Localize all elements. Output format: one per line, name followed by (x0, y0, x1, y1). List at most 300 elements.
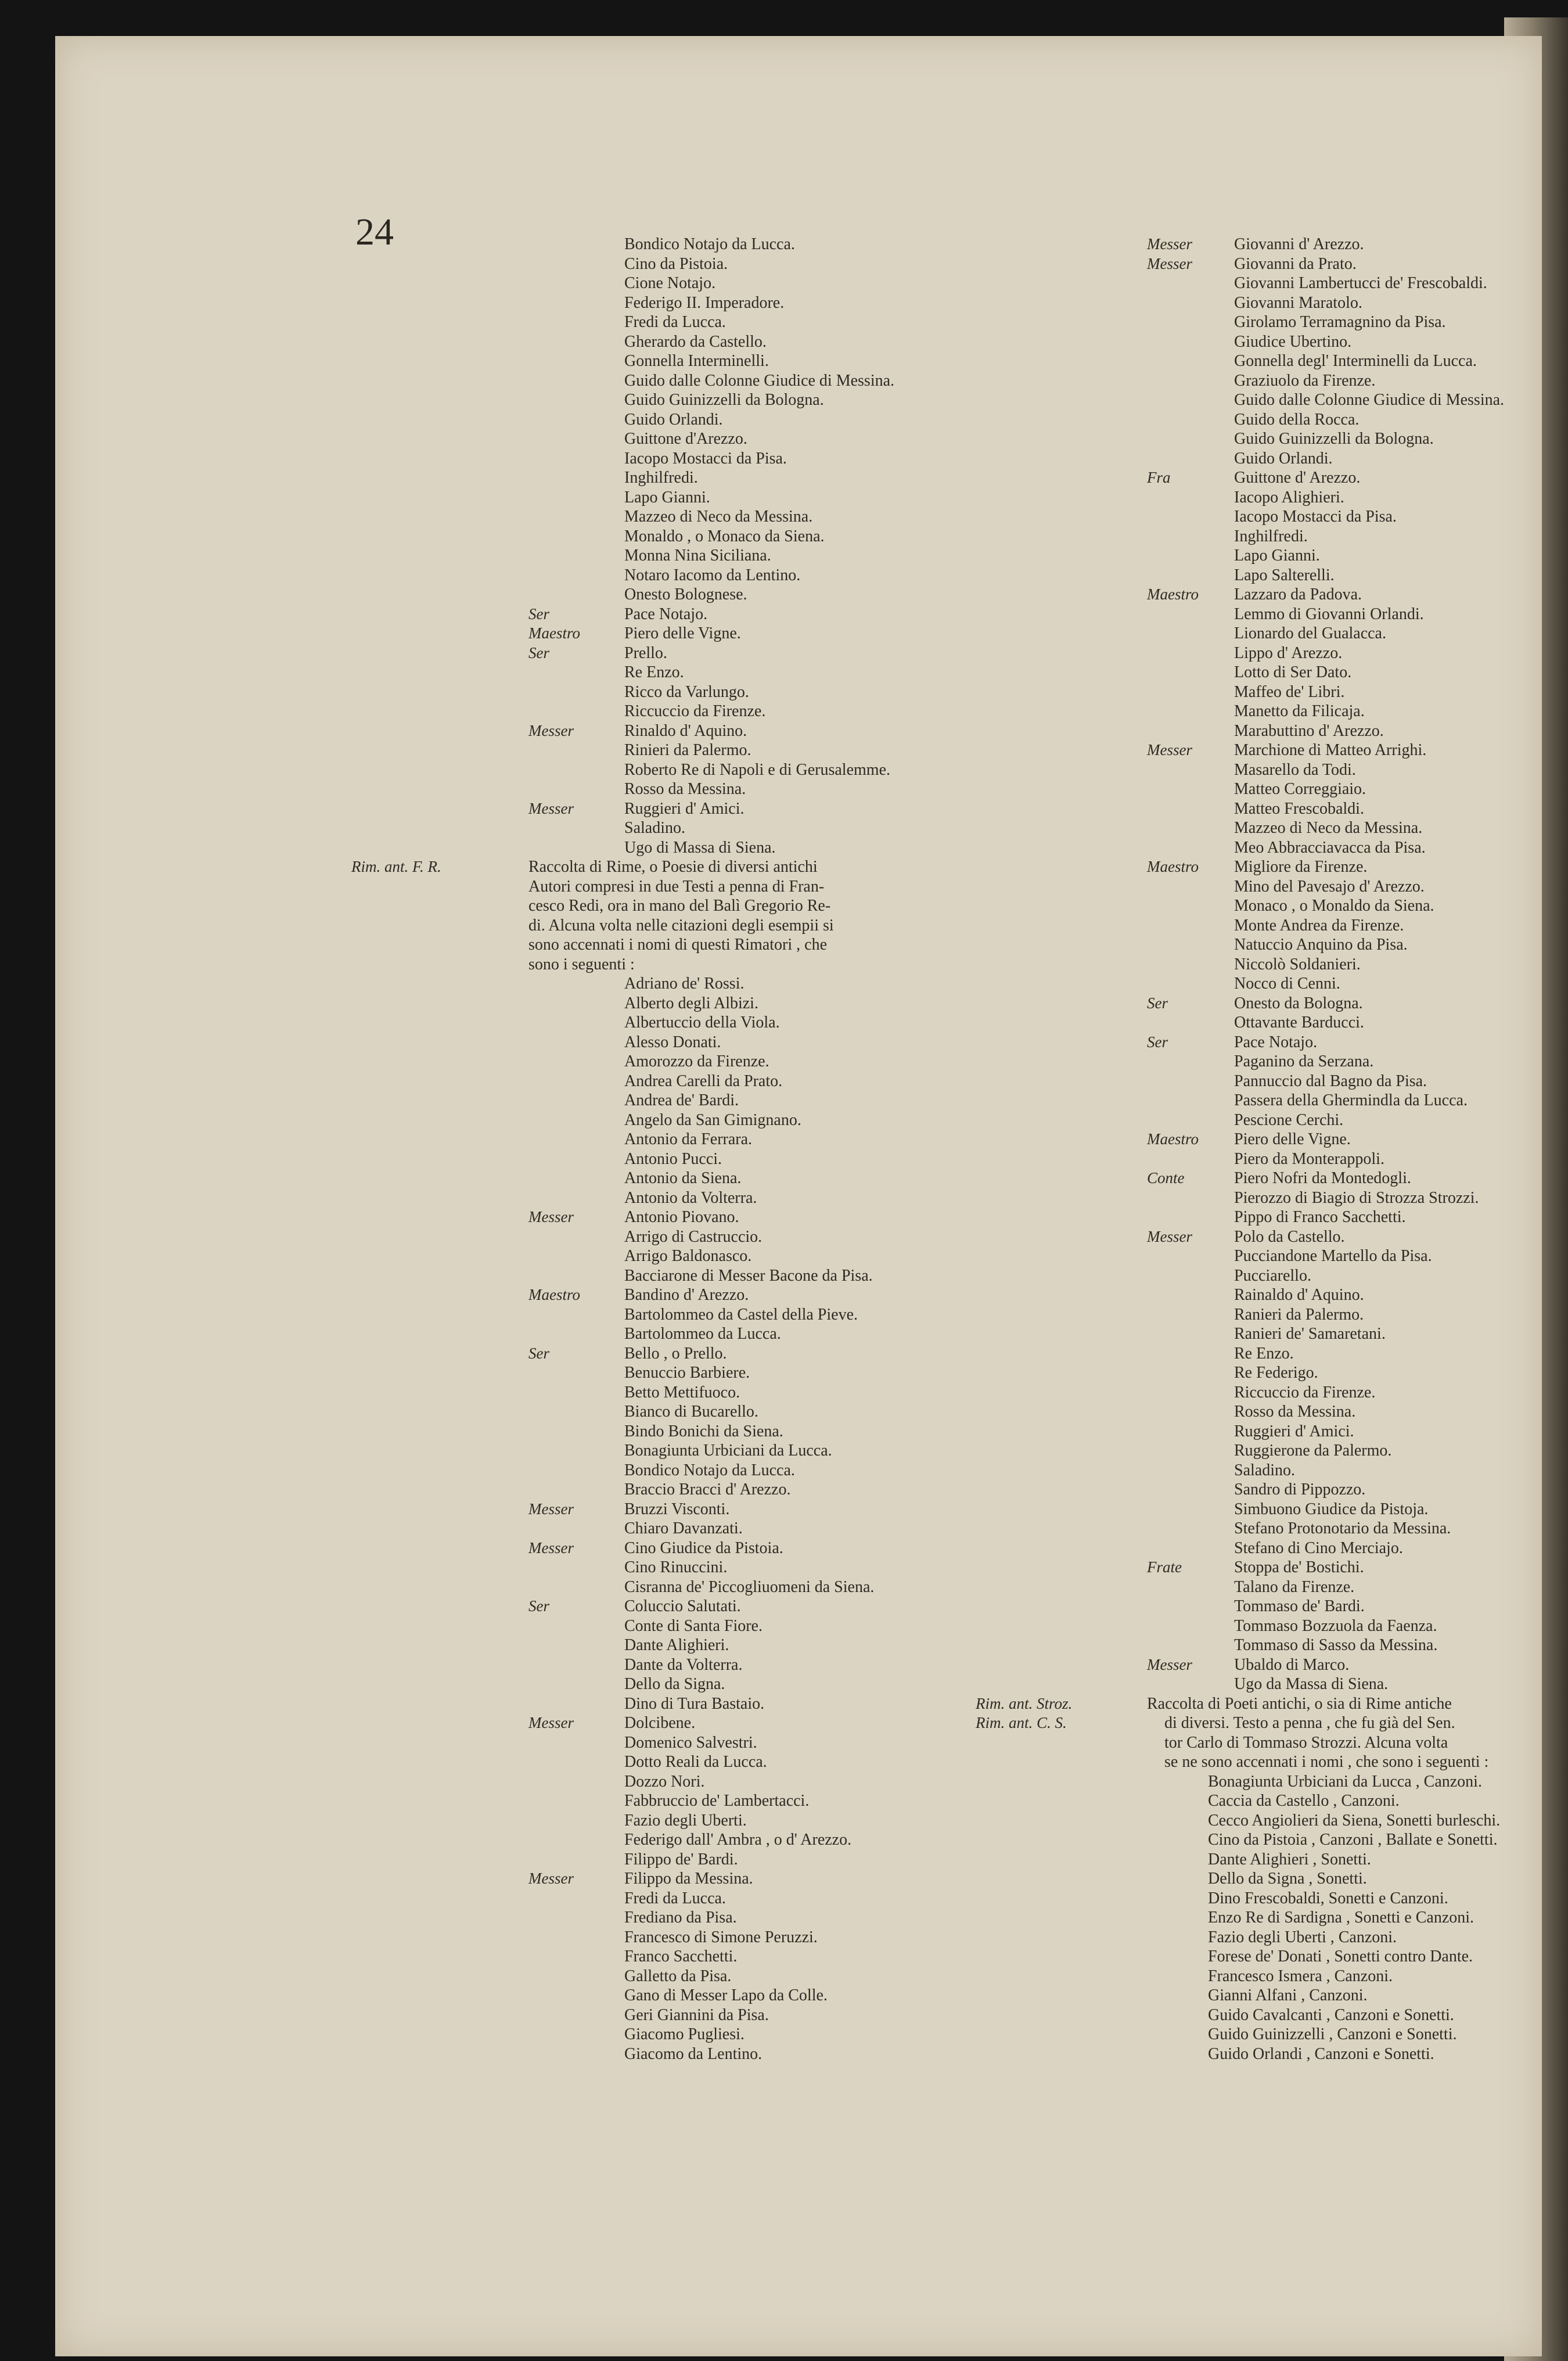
entry-line (1141, 1441, 1513, 1461)
entry-line (1141, 1733, 1513, 1753)
entry-line (1141, 1986, 1513, 2006)
entry-line (1141, 1772, 1513, 1792)
poet-name: Monaldo , o Monaco da Siena. (624, 527, 825, 545)
title-prefix: Messer (1147, 235, 1192, 253)
entry-line (514, 1402, 973, 1422)
poet-name: Iacopo Mostacci da Pisa. (624, 449, 787, 468)
poet-name: Lippo d' Arezzo. (1234, 644, 1343, 662)
entry-line (514, 1188, 973, 1208)
poet-name: Federigo dall' Ambra , o d' Arezzo. (624, 1831, 852, 1849)
entry-line (1141, 429, 1513, 449)
poet-name: Saladino. (1234, 1461, 1295, 1479)
entry-line (1141, 760, 1513, 780)
entry-line (514, 1694, 973, 1714)
poet-name: Ottavante Barducci. (1234, 1014, 1364, 1032)
poet-name: Dozzo Nori. (624, 1772, 705, 1791)
poet-name: Gonnella degl' Interminelli da Lucca. (1234, 352, 1477, 370)
entry-line (514, 1285, 973, 1305)
entry-line (514, 1636, 973, 1655)
entry-line (514, 1305, 973, 1325)
entry-line (514, 1091, 973, 1111)
title-prefix: Messer (1147, 1227, 1192, 1245)
entry-line (1141, 1889, 1513, 1909)
entry-line (514, 721, 973, 741)
poet-name: Pucciandone Martello da Pisa. (1234, 1247, 1432, 1265)
poet-name: Guido Cavalcanti , Canzoni e Sonetti. (1208, 2006, 1454, 2024)
poet-name: Bindo Bonichi da Siena. (624, 1422, 783, 1440)
poet-name: Natuccio Anquino da Pisa. (1234, 936, 1408, 954)
entry-line (1141, 877, 1513, 897)
entry-line (514, 1052, 973, 1072)
poet-name: Antonio da Volterra. (624, 1188, 757, 1207)
poet-name: Polo da Castello. (1234, 1227, 1345, 1246)
poet-name: Niccolò Soldanieri. (1234, 955, 1361, 973)
poet-name: Ubaldo di Marco. (1234, 1655, 1350, 1674)
entry-line (1141, 1967, 1513, 1986)
poet-name: Pescione Cerchi. (1234, 1111, 1344, 1129)
entry-line (1141, 1402, 1513, 1422)
entry-line (514, 293, 973, 313)
poet-name: Fazio degli Uberti. (624, 1811, 747, 1830)
poet-name: Gherardo da Castello. (624, 332, 767, 351)
entry-line (514, 2025, 973, 2044)
paragraph-text: Raccolta di Rime, o Poesie di diversi antichi (528, 858, 818, 876)
poet-name: Giovanni Maratolo. (1234, 293, 1362, 312)
poet-name: Domenico Salvestri. (624, 1733, 757, 1752)
entry-line (1141, 955, 1513, 975)
entry-line (514, 1363, 973, 1383)
poet-name: Tommaso de' Bardi. (1234, 1597, 1365, 1615)
poet-name: Giacomo da Lentino. (624, 2044, 763, 2063)
paragraph-text: sono accennati i nomi di questi Rimatori , che (528, 936, 827, 954)
entry-line (1141, 235, 1513, 254)
entry-line (514, 235, 973, 254)
entry-line (1141, 1305, 1513, 1325)
poet-name: Stefano Protonotario da Messina. (1234, 1519, 1451, 1537)
poet-name: Antonio da Ferrara. (624, 1130, 753, 1148)
entry-line (514, 896, 973, 916)
poet-name: Re Enzo. (624, 663, 684, 681)
title-prefix: Maestro (528, 624, 580, 642)
entry-line (1141, 624, 1513, 644)
entry-line (514, 1889, 973, 1909)
poet-name: Ranieri da Palermo. (1234, 1305, 1364, 1324)
poet-name: Rainaldo d' Aquino. (1234, 1286, 1364, 1304)
poet-name: Chiaro Davanzati. (624, 1519, 743, 1537)
poet-name: Maffeo de' Libri. (1234, 682, 1345, 701)
entry-line (514, 1752, 973, 1772)
poet-name: Dante Alighieri. (624, 1636, 729, 1654)
entry-line (1141, 1422, 1513, 1442)
entry-line (1141, 1091, 1513, 1111)
poet-name: Bartolommeo da Castel della Pieve. (624, 1305, 858, 1324)
title-prefix: Messer (528, 1500, 574, 1518)
poet-name: Dino Frescobaldi, Sonetti e Canzoni. (1208, 1889, 1448, 1907)
entry-line (514, 877, 973, 897)
poet-name: Ruggieri d' Amici. (1234, 1422, 1354, 1440)
poet-name: Lemmo di Giovanni Orlandi. (1234, 605, 1424, 623)
entry-line (514, 605, 973, 624)
poet-name: Francesco di Simone Peruzzi. (624, 1928, 818, 1946)
entry-line (1141, 1227, 1513, 1247)
poet-name: Rinaldo d' Aquino. (624, 721, 747, 740)
title-prefix: Maestro (1147, 1130, 1199, 1148)
poet-name: Frediano da Pisa. (624, 1909, 737, 1927)
title-prefix: Fra (1147, 469, 1171, 486)
entry-line (1141, 605, 1513, 624)
title-prefix: Messer (528, 1870, 574, 1887)
paragraph-text: Raccolta di Poeti antichi, o sia di Rime antiche (1147, 1694, 1452, 1713)
entry-line (1141, 838, 1513, 858)
poet-name: Onesto Bolognese. (624, 585, 747, 603)
poet-name: Guido Guinizzelli , Canzoni e Sonetti. (1208, 2025, 1457, 2043)
entry-line (1141, 1850, 1513, 1870)
poet-name: Iacopo Alighieri. (1234, 488, 1344, 506)
entry-line (514, 312, 973, 332)
entry-line (1141, 1558, 1513, 1577)
entry-line (1141, 1752, 1513, 1772)
entry-line (514, 1539, 973, 1558)
entry-line (514, 1811, 973, 1831)
entry-line (514, 741, 973, 760)
source-abbreviation: Rim. ant. Stroz. (976, 1694, 1073, 1712)
poet-name: Antonio Pucci. (624, 1149, 722, 1168)
entry-line (1141, 799, 1513, 819)
poet-name: Pannuccio dal Bagno da Pisa. (1234, 1072, 1427, 1090)
poet-name: Manetto da Filicaja. (1234, 702, 1365, 720)
paragraph-text: Autori compresi in due Testi a penna di Fran- (528, 877, 825, 896)
poet-name: Fredi da Lucca. (624, 313, 726, 331)
entry-line (514, 1869, 973, 1889)
entry-line (514, 1246, 973, 1266)
entry-line (514, 429, 973, 449)
title-prefix: Messer (1147, 1655, 1192, 1673)
entry-line (1141, 721, 1513, 741)
entry-line (514, 1772, 973, 1792)
poet-name: Rinieri da Palermo. (624, 741, 751, 759)
title-prefix: Ser (1147, 994, 1168, 1012)
entry-line (514, 1967, 973, 1986)
title-prefix: Maestro (1147, 858, 1199, 875)
title-prefix: Messer (528, 1539, 574, 1557)
paragraph-text: sono i seguenti : (528, 955, 635, 973)
poet-name: Monaco , o Monaldo da Siena. (1234, 897, 1434, 915)
entry-line (1141, 1149, 1513, 1169)
entry-line (1141, 527, 1513, 547)
poet-name: Bonagiunta Urbiciani da Lucca , Canzoni. (1208, 1772, 1482, 1791)
entry-line (514, 1072, 973, 1091)
entry-line (514, 838, 973, 858)
poet-name: Ricco da Varlungo. (624, 682, 749, 701)
entry-line (514, 1986, 973, 2006)
entry-line (514, 1500, 973, 1519)
entry-line (1141, 1908, 1513, 1928)
poet-name: Angelo da San Gimignano. (624, 1111, 801, 1129)
entry-line (514, 1344, 973, 1364)
entry-line (1141, 2044, 1513, 2064)
poet-name: Nocco di Cenni. (1234, 975, 1340, 993)
poet-name: Dante Alighieri , Sonetti. (1208, 1850, 1371, 1868)
poet-name: Piero da Monterappoli. (1234, 1149, 1384, 1168)
title-prefix: Ser (528, 605, 549, 623)
entry-line (514, 1033, 973, 1052)
entry-line (1141, 644, 1513, 663)
poet-name: Lazzaro da Padova. (1234, 585, 1362, 603)
entry-line (514, 1111, 973, 1130)
poet-name: Tommaso Bozzuola da Faenza. (1234, 1616, 1437, 1635)
entry-line (1141, 1791, 1513, 1811)
poet-name: Pucciarello. (1234, 1266, 1311, 1285)
entry-line (1141, 916, 1513, 936)
entry-line (514, 449, 973, 469)
poet-name: Guido dalle Colonne Giudice di Messina. (1234, 391, 1505, 409)
entry-line (1141, 741, 1513, 760)
poet-name: Guido dalle Colonne Giudice di Messina. (624, 371, 895, 390)
poet-name: Bartolommeo da Lucca. (624, 1325, 781, 1343)
poet-name: Rosso da Messina. (1234, 1403, 1356, 1421)
poet-name: Passera della Ghermindla da Lucca. (1234, 1091, 1468, 1109)
poet-name: Filippo da Messina. (624, 1870, 753, 1888)
entry-line (1141, 410, 1513, 430)
entry-line (1141, 818, 1513, 838)
entry-line (514, 1830, 973, 1850)
poet-name: Giovanni d' Arezzo. (1234, 235, 1364, 253)
poet-name: Arrigo di Castruccio. (624, 1227, 763, 1246)
entry-line (514, 488, 973, 508)
entry-line (514, 1169, 973, 1188)
poet-name: Iacopo Mostacci da Pisa. (1234, 508, 1397, 526)
title-prefix: Messer (528, 1714, 574, 1731)
poet-name: Fazio degli Uberti , Canzoni. (1208, 1928, 1397, 1946)
poet-name: Pace Notajo. (1234, 1033, 1318, 1051)
poet-name: Galletto da Pisa. (624, 1967, 732, 1985)
entry-line (514, 1908, 973, 1928)
entry-line (1141, 663, 1513, 682)
poet-name: Pierozzo di Biagio di Strozza Strozzi. (1234, 1188, 1479, 1207)
entry-line (514, 644, 973, 663)
poet-name: Bruzzi Visconti. (624, 1500, 730, 1518)
entry-line (1141, 1188, 1513, 1208)
poet-name: Re Federigo. (1234, 1364, 1318, 1382)
poet-name: Graziuolo da Firenze. (1234, 371, 1376, 390)
poet-name: Cino da Pistoia. (624, 254, 728, 273)
entry-line (1141, 1208, 1513, 1227)
poet-name: Paganino da Serzana. (1234, 1052, 1374, 1070)
poet-name: Piero delle Vigne. (624, 624, 741, 642)
entry-line (514, 1208, 973, 1227)
poet-name: Pace Notajo. (624, 605, 708, 623)
title-prefix: Messer (1147, 254, 1192, 272)
entry-line (514, 799, 973, 819)
paragraph-text: cesco Redi, ora in mano del Balì Gregorio Re- (528, 897, 831, 915)
poet-name: Tommaso di Sasso da Messina. (1234, 1636, 1438, 1654)
poet-name: Betto Mettifuoco. (624, 1383, 740, 1401)
poet-name: Lapo Gianni. (1234, 547, 1320, 565)
poet-name: Cino Giudice da Pistoia. (624, 1539, 783, 1557)
entry-line (514, 566, 973, 585)
entry-line (1141, 1266, 1513, 1286)
entry-line (514, 546, 973, 566)
entry-line (514, 916, 973, 936)
paragraph-text: se ne sono accennati i nomi , che sono i seguenti : (1164, 1753, 1489, 1771)
entry-line (1141, 1285, 1513, 1305)
title-prefix: Conte (1147, 1169, 1185, 1187)
entry-line (514, 1577, 973, 1597)
poet-name: Dello da Signa , Sonetti. (1208, 1870, 1367, 1888)
poet-name: Guido Guinizzelli da Bologna. (1234, 430, 1434, 448)
poet-name: Guido della Rocca. (1234, 410, 1360, 429)
poet-name: Benuccio Barbiere. (624, 1364, 750, 1382)
entry-line (514, 760, 973, 780)
entry-line (514, 974, 973, 994)
entry-line (1141, 779, 1513, 799)
entry-line (1141, 1655, 1513, 1675)
poet-name: Fabbruccio de' Lambertacci. (624, 1792, 810, 1810)
title-prefix: Messer (528, 799, 574, 817)
poet-name: Conte di Santa Fiore. (624, 1616, 763, 1635)
entry-line (1141, 1383, 1513, 1403)
entry-line (1141, 1169, 1513, 1188)
entry-line (1141, 546, 1513, 566)
entry-line (514, 1013, 973, 1033)
entry-line (514, 1441, 973, 1461)
entry-line (1141, 1111, 1513, 1130)
entry-line (1141, 1324, 1513, 1344)
title-prefix: Maestro (1147, 585, 1199, 603)
poet-name: Guittone d' Arezzo. (1234, 469, 1361, 487)
entry-line (976, 1713, 1513, 1733)
entry-line (514, 1850, 973, 1870)
entry-line (1141, 585, 1513, 605)
poet-name: Ruggierone da Palermo. (1234, 1442, 1392, 1460)
entry-line (1141, 468, 1513, 488)
paragraph-text: tor Carlo di Tommaso Strozzi. Alcuna volta (1164, 1733, 1448, 1752)
entry-line (1141, 1344, 1513, 1364)
entry-line (514, 351, 973, 371)
entry-line (514, 682, 973, 702)
entry-line (1141, 1033, 1513, 1052)
left-column (351, 235, 973, 2064)
poet-name: Saladino. (624, 819, 685, 837)
poet-name: Geri Giannini da Pisa. (624, 2006, 769, 2024)
entry-line (514, 371, 973, 391)
poet-name: Lionardo del Gualacca. (1234, 624, 1386, 642)
poet-name: Dino di Tura Bastaio. (624, 1694, 765, 1713)
poet-name: Riccuccio da Firenze. (624, 702, 766, 720)
entry-line (1141, 1928, 1513, 1947)
entry-line (514, 585, 973, 605)
poet-name: Migliore da Firenze. (1234, 858, 1368, 876)
poet-name: Matteo Frescobaldi. (1234, 799, 1364, 818)
title-prefix: Ser (528, 1597, 549, 1615)
poet-name: Enzo Re di Sardigna , Sonetti e Canzoni. (1208, 1909, 1475, 1927)
poet-name: Piero delle Vigne. (1234, 1130, 1351, 1148)
entry-line (1141, 1052, 1513, 1072)
entry-line (514, 935, 973, 955)
entry-line (1141, 1013, 1513, 1033)
poet-name: Dotto Reali da Lucca. (624, 1753, 767, 1771)
poet-name: Inghilfredi. (1234, 527, 1308, 545)
poet-name: Bianco di Bucarello. (624, 1403, 758, 1421)
entry-line (1141, 1246, 1513, 1266)
entry-line (514, 1947, 973, 1967)
entry-line (514, 332, 973, 352)
poet-name: Arrigo Baldonasco. (624, 1247, 752, 1265)
entry-line (514, 1655, 973, 1675)
poet-name: Bondico Notajo da Lucca. (624, 235, 795, 253)
poet-name: Talano da Firenze. (1234, 1577, 1355, 1596)
entry-line (1141, 1461, 1513, 1480)
entry-line (514, 818, 973, 838)
entry-line (1141, 1539, 1513, 1558)
poet-name: Sandro di Pippozzo. (1234, 1480, 1366, 1498)
entry-line (514, 1266, 973, 1286)
entry-line (514, 1130, 973, 1149)
poet-name: Rosso da Messina. (624, 780, 746, 798)
entry-line (514, 2044, 973, 2064)
entry-line (1141, 449, 1513, 469)
entry-line (514, 779, 973, 799)
poet-name: Lotto di Ser Dato. (1234, 663, 1352, 681)
paragraph-text: di. Alcuna volta nelle citazioni degli esempii si (528, 916, 834, 935)
poet-name: Piero Nofri da Montedogli. (1234, 1169, 1411, 1187)
entry-line (514, 1227, 973, 1247)
poet-name: Monna Nina Siciliana. (624, 547, 771, 565)
poet-name: Lapo Gianni. (624, 488, 710, 506)
entry-line (1141, 1519, 1513, 1539)
poet-name: Coluccio Salutati. (624, 1597, 741, 1615)
entry-line (1141, 312, 1513, 332)
entry-line (1141, 702, 1513, 721)
entry-line (1141, 1947, 1513, 1967)
poet-name: Guido Orlandi. (1234, 449, 1333, 468)
entry-line (514, 1791, 973, 1811)
poet-name: Stoppa de' Bostichi. (1234, 1558, 1364, 1576)
poet-name: Bondico Notajo da Lucca. (624, 1461, 795, 1479)
poet-name: Stefano di Cino Merciajo. (1234, 1539, 1403, 1557)
entry-line (514, 1383, 973, 1403)
entry-line (514, 1616, 973, 1636)
title-prefix: Ser (1147, 1033, 1168, 1051)
title-prefix: Ser (528, 1344, 549, 1362)
title-prefix: Messer (1147, 741, 1192, 759)
poet-name: Mazzeo di Neco da Messina. (1234, 819, 1423, 837)
entry-line (514, 1324, 973, 1344)
poet-name: Ruggieri d' Amici. (624, 799, 745, 818)
entry-line (1141, 1869, 1513, 1889)
entry-line (514, 624, 973, 644)
poet-name: Albertuccio della Viola. (624, 1014, 780, 1032)
poet-name: Marchione di Matteo Arrighi. (1234, 741, 1427, 759)
entry-line (514, 1422, 973, 1442)
entry-line (1141, 1500, 1513, 1519)
entry-line (1141, 1130, 1513, 1149)
entry-line (514, 390, 973, 410)
poet-name: Gonnella Interminelli. (624, 352, 769, 370)
poet-name: Giudice Ubertino. (1234, 332, 1352, 351)
entry-line (1141, 1577, 1513, 1597)
poet-name: Bonagiunta Urbiciani da Lucca. (624, 1442, 832, 1460)
source-abbreviation: Rim. ant. F. R. (351, 858, 441, 875)
poet-name: Cino Rinuccini. (624, 1558, 728, 1576)
poet-name: Ugo da Massa di Siena. (1234, 1675, 1389, 1693)
poet-name: Simbuono Giudice da Pistoja. (1234, 1500, 1429, 1518)
entry-line (514, 702, 973, 721)
poet-name: Giovanni Lambertucci de' Frescobaldi. (1234, 274, 1487, 292)
entry-line (1141, 994, 1513, 1014)
source-abbreviation: Rim. ant. C. S. (976, 1714, 1067, 1731)
entry-line (976, 1694, 1513, 1714)
